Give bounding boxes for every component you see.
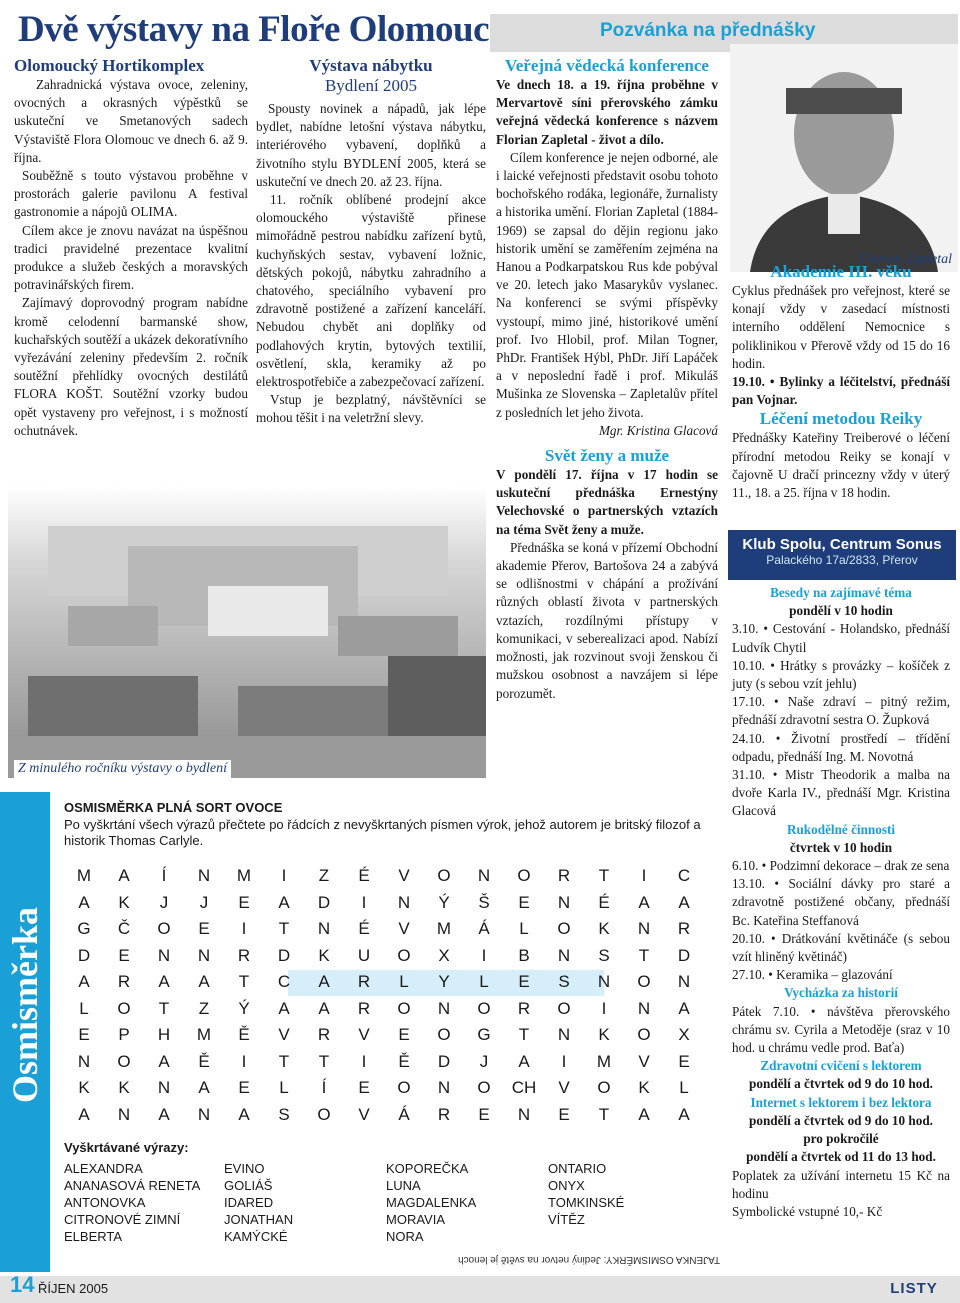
grid-letter: I [641,866,647,885]
address-line-2: Wolkerova 17, 771 11 Olomouc, tel.: 585 726 111, info@flora-ol.cz [46,477,452,493]
portrait-photo [730,44,958,272]
konference-title: Veřejná vědecká konference [505,56,709,75]
beseda-1: 3.10. • Cestování - Holandsko, přednáší Ludvík Chytil [732,621,950,655]
grid-letter: R [677,919,691,938]
konference-sign: Mgr. Kristina Glacová [598,422,718,438]
grid-letter: N [317,919,331,938]
grid-letter: T [238,972,250,991]
internet-poplatek: Poplatek za užívání internetu 15 Kč na hodinu [732,1167,950,1201]
grid-letter: T [278,919,290,938]
grid-letter: A [318,972,330,991]
grid-letter: Š [478,892,490,912]
search-word: ANANASOVÁ RENETA [64,1178,201,1193]
grid-letter: E [238,1078,250,1097]
grid-letter: Í [321,1078,327,1097]
search-word: EVINO [224,1161,265,1176]
osmismerka-intro: Po vyškrtání všech výrazů přečtete po řádcích z nevyškrtaných písmen výrok, jehož autorem je britský filozof a historik Thomas Carlyle. [64,816,701,848]
grid-letter: K [118,892,130,912]
grid-letter: L [519,919,529,938]
akademie-p1: Cyklus přednášek pro veřejnost, které se konají vždy v zasedací místnosti interního oddělení Nemocnice s poliklinikou v Přerově vždy od 15 do 16 hodin. [732,283,950,371]
search-word: TOMKINSKÉ [548,1195,625,1210]
grid-letter: O [157,919,171,938]
grid-letter: V [358,1025,370,1044]
grid-letter: E [238,892,250,912]
grid-letter: N [477,866,491,885]
grid-letter: B [518,945,530,965]
bydleni-title-2: Bydlení 2005 [324,76,418,95]
grid-letter: V [558,1078,570,1097]
rukodelne-4: 27.10. • Keramika – glazování [732,967,893,983]
svet-zeny-p2: Přednáška se koná v přízemí Obchodní akademie Přerov, Bartošova 24 a zabývá se odlišnostmi v chápání a prožívání různých oblastí života v partnerských vztazích, rozdílnými přístupy v komunikaci, v seberealizaci apod. Nabízí možnosti, jak rozvinout svoji ženskou či mužskou osobnost a navzájem si lépe porozumět. [496,539,718,701]
grid-letter: I [281,866,287,885]
vychazka-title: Vycházka za historií [784,985,898,1001]
article-bydleni [256,56,486,428]
grid-letter: I [361,1051,367,1071]
grid-letter: M [236,866,252,885]
grid-letter: A [278,892,290,912]
grid-letter: R [357,998,371,1018]
grid-letter: R [557,866,571,885]
grid-letter: G [77,919,91,938]
zdravotni-when: pondělí a čtvrtek od 9 do 10 hod. [749,1076,933,1092]
grid-letter: I [361,892,367,912]
grid-letter: O [397,1078,411,1097]
hortikomplex-p2: Souběžně s touto výstavou proběhne v prostorách galerie pavilonu A festival gastronomie a nápojů OLIMA. [14,168,248,220]
grid-letter: N [557,892,571,912]
grid-letter: L [279,1078,289,1097]
words-title: Vyškrtávané výrazy: [64,1140,189,1155]
search-word: ALEXANDRA [64,1161,143,1176]
grid-letter: O [597,1078,611,1097]
grid-letter: D [77,945,91,965]
grid-letter: Ý [238,998,250,1018]
flora-address [14,460,484,494]
grid-letter: O [437,866,451,885]
search-word: VÍTĚZ [548,1212,585,1227]
hortikomplex-p1: Zahradnická výstava ovoce, zeleniny, ovocných a okrasných výpěstků se uskuteční ve Smetanových sadech Výstaviště Flora Olomouc ve dnech 6. až 9. října. [14,77,248,165]
grid-letter: R [117,972,131,991]
exhibition-photo-image [8,486,486,778]
search-word: MAGDALENKA [386,1195,477,1210]
grid-letter: T [598,866,610,885]
besedy-title: Besedy na zajímavé téma [770,585,912,600]
grid-letter: O [397,998,411,1018]
grid-letter: R [357,972,371,991]
konference-p2: Cílem konference je nejen odborné, ale i laické veřejnosti představit osobu tohoto bochořského rodáka, legionáře, žurnalisty a historika umění. Florian Zapletal (1884-1969) se zapsal do dějin regionu jako historik umění se zaměřením zejména na Hanou a Podkarpatskou Rus kde pobýval ve 20. letech jako Masarykův vyslanec. Na konferenci se svými příspěvky vystoupí, mimo jiné, historikové umění prof. Ivo Hlobil, prof. Milan Togner, PhDr. František Hýbl, PhDr. Jiří Lapáček a v neposlední řadě i prof. Mikuláš Mušinka ze Slovenska – Zapletalův přítel z posledních let jeho života. [496,149,718,420]
grid-letter: I [601,998,607,1018]
grid-letter: D [677,945,691,965]
grid-letter: H [157,1025,171,1044]
grid-letter: E [678,1051,690,1071]
grid-letter: Ě [398,1051,410,1071]
rukodelne-title: Rukodělné činnosti [786,821,896,837]
rukodelne-when: čtvrtek v 10 hodin [789,839,893,855]
vychazka-1: Pátek 7.10. • návštěva přerovského chrámu sv. Cyrila a Metoděje (sraz v 10 hod. u chrámu vedle prod. Baťa) [732,1003,950,1056]
listy-logo: LISTY [890,1280,938,1297]
grid-letter: L [399,972,409,991]
grid-letter: O [117,998,131,1018]
bydleni-title-1: Výstava nábytku [309,56,433,75]
grid-letter: N [157,945,171,965]
grid-letter: N [157,1078,171,1097]
search-word: ONYX [548,1178,585,1193]
akademie-p2: 19.10. • Bylinky a léčitelství, přednáší pan Vojnar. [732,374,950,408]
grid-letter: A [678,892,690,912]
grid-letter: T [278,1051,290,1071]
search-word: ANTONOVKA [64,1195,146,1210]
klub-spolu-banner [728,530,956,580]
reiky-title: Léčení metodou Reiky [759,409,923,429]
portrait-image [730,44,958,272]
grid-letter: A [678,1104,690,1124]
grid-letter: Ý [438,892,450,912]
klub-name: Klub Spolu, Centrum Sonus [742,536,942,553]
grid-letter: O [397,945,411,965]
internet-when: pondělí a čtvrtek od 9 do 10 hod. [749,1112,933,1128]
grid-letter: J [159,892,169,912]
search-word: ONTARIO [548,1161,607,1176]
grid-letter: CH [511,1078,537,1097]
column-akademie [732,262,950,502]
grid-letter: N [397,892,411,912]
grid-letter: A [158,972,170,991]
grid-letter: S [278,1104,290,1124]
grid-letter: O [557,998,571,1018]
besedy-when: pondělí v 10 hodin [789,603,893,619]
headline: Dvě výstavy na Floře Olomouc [18,9,490,50]
grid-letter: É [598,892,610,912]
article-hortikomplex [14,56,248,440]
grid-letter: O [317,1104,331,1124]
beseda-5: 31.10. • Mistr Theodorik a malba na dvoře Karla IV., přednáší Mgr. Kristina Glacová [732,767,950,819]
grid-letter: T [158,998,170,1018]
grid-letter: L [79,998,89,1018]
grid-letter: A [78,892,90,912]
grid-letter: Z [318,866,330,885]
grid-letter: D [277,945,291,965]
grid-letter: T [638,945,650,965]
grid-letter: N [597,972,611,991]
grid-letter: E [398,1025,410,1044]
grid-letter: N [557,945,571,965]
grid-letter: Ě [198,1051,210,1071]
words-column-1 [64,1160,200,1245]
grid-letter: N [437,998,451,1018]
grid-letter: A [518,1051,530,1071]
osmismerka-grid [64,864,704,1134]
grid-letter: V [358,1104,370,1124]
grid-letter: Á [478,919,490,938]
bydleni-p1: Spousty novinek a nápadů, jak lépe bydlet, nabídne letošní výstava nábytku, interiérového vybavení, doplňků a životního stylu BYDLENÍ 2005, která se uskuteční ve dnech 20. až 23. října. [256,101,486,189]
portrait-caption: Florian Zapletal [859,252,952,267]
search-word: CITRONOVÉ ZIMNÍ [64,1212,181,1227]
grid-letter: K [318,945,330,965]
page-number: 14 [10,1272,35,1297]
klub-address: Palackého 17a/2833, Přerov [766,553,918,567]
grid-letter: I [561,1051,567,1071]
grid-letter: O [517,866,531,885]
grid-letter: K [638,1078,650,1097]
grid-letter: J [479,1051,489,1071]
grid-letter: L [679,1078,689,1097]
grid-letter: A [318,998,330,1018]
footer-bar [0,1276,960,1303]
grid-letter: N [197,945,211,965]
beseda-4: 24.10. • Životní prostředí – třídění odpadu, přednáší Ing. M. Novotná [732,730,950,764]
beseda-2: 10.10. • Hrátky s provázky – košíček z juty (s sebou vzít jehlu) [732,657,950,692]
grid-letter: S [598,945,610,965]
grid-letter: A [118,866,130,885]
osmismerka-title: OSMISMĚRKA PLNÁ SORT OVOCE [64,800,283,815]
pokrocile-when: pondělí a čtvrtek od 11 do 13 hod. [746,1149,936,1165]
grid-letter: V [638,1051,650,1071]
beseda-3: 17.10. • Naše zdraví – pitný režim, přednáší zdravotní sestra O. Župková [732,694,950,728]
grid-letter: A [198,972,210,991]
photo-caption: Z minulého ročníku výstavy o bydlení [14,760,231,778]
grid-letter: E [358,1078,370,1097]
grid-letter: C [677,866,691,885]
grid-letter: Ě [238,1025,250,1044]
grid-letter: P [118,1025,130,1044]
grid-letter: R [517,998,531,1018]
grid-letter: N [197,1104,211,1124]
grid-letter: O [477,998,491,1018]
grid-letter: M [76,866,92,885]
address-line-1: Výstaviště Flora Olomouc, a.s., [152,460,346,476]
words-column-4 [548,1160,624,1228]
grid-letter: E [518,972,530,991]
grid-letter: E [198,919,210,938]
grid-letter: Y [438,972,450,991]
grid-letter: N [637,998,651,1018]
svet-zeny-p1: V pondělí 17. října v 17 hodin se uskuteční přednáška Ernestýny Velechovské o partnerských vztazích na téma Svět ženy a muže. [496,467,718,537]
grid-letter: O [437,1025,451,1044]
grid-letter: O [637,1025,651,1044]
grid-letter: I [241,919,247,938]
grid-letter: N [77,1051,91,1071]
article-konference [496,56,718,703]
search-word: JONATHAN [224,1212,294,1227]
grid-letter: G [477,1025,491,1044]
rukodelne-3: 20.10. • Drátkování květináče (s sebou vzít hliněný květináč) [732,930,950,965]
grid-letter: A [78,972,90,991]
pokrocile-title: pro pokročilé [803,1131,879,1147]
grid-letter: X [438,945,450,965]
grid-letter: I [481,945,487,965]
zdravotni-title: Zdravotní cvičení s lektorem [760,1058,922,1074]
search-word: ELBERTA [64,1229,123,1244]
grid-letter: D [437,1051,451,1071]
grid-letter: N [677,972,691,991]
internet-title: Internet s lektorem i bez lektora [750,1094,932,1110]
issue-month: ŘÍJEN 2005 [38,1281,109,1296]
grid-letter: Z [198,998,210,1018]
grid-letter: T [318,1051,330,1071]
grid-letter: E [478,1104,490,1124]
grid-letter: A [158,1104,170,1124]
osmismerka-side-label: Osmisměrka [5,907,45,1103]
hortikomplex-p3: Cílem akce je znovu navázat na úspěšnou tradici pravidelné prezentace kvalitní produkce a služeb českých a moravských potravinářských firem. [14,222,248,293]
grid-letter: N [557,1025,571,1044]
grid-letter: N [197,866,211,885]
grid-letter: É [358,919,370,938]
pozvanka-title: Pozvánka na přednášky [600,20,816,41]
grid-letter: J [199,892,209,912]
search-word: MORAVIA [386,1212,445,1227]
grid-letter: K [78,1078,90,1097]
grid-letter: A [198,1078,210,1097]
words-column-2 [224,1160,293,1245]
grid-letter: A [158,1051,170,1071]
reiky-p1: Přednášky Kateřiny Treiberové o léčení přírodní metodou Reiky se konají v čajovně U dračí princezny vždy v úterý 11., 18. a 25. října v 18 hodin. [732,430,950,501]
exhibition-photo [8,486,486,778]
search-word: LUNA [386,1178,421,1193]
bydleni-p2: 11. ročník oblíbené prodejní akce olomouckého výstaviště přinese mimořádně pestrou nabídku zařízení bytů, kuchyňských sestav, vybavení ložnic, dětských pokojů, nábytku zahradního a chatového, speciálního vybavení pro zdravotně postižené a zařízení kanceláří. Nebudou chybět ani doplňky od podlahových krytin, bytových textilií, osvětlení, skla, keramiky až po elektrospotřebiče a zabezpečovací zařízení. [256,192,486,390]
klub-program [732,584,950,1221]
grid-letter: L [479,972,489,991]
grid-letter: A [238,1104,250,1124]
grid-letter: N [117,1104,131,1124]
grid-letter: C [277,972,291,991]
akademie-title: Akademie III. věku [770,262,912,281]
osmismerka-solution: TAJENKA OSMISMĚRKY: Jediný netvor na světě je lenoch [458,1254,721,1265]
words-column-3 [386,1160,476,1245]
grid-letter: R [317,1025,331,1044]
grid-letter: N [637,919,651,938]
grid-letter: O [557,919,571,938]
rukodelne-2: 13.10. • Sociální dávky pro staré a zdravotně postižené občany, přednáší Bc. Kateřina Steffanová [732,876,950,928]
search-word: KAMÝCKÉ [224,1229,288,1244]
grid-letter: E [518,892,530,912]
grid-letter: D [317,892,331,912]
grid-letter: Č [117,919,131,938]
grid-letter: É [358,866,370,885]
grid-letter: U [357,945,371,965]
grid-letter: M [436,919,452,938]
search-word: NORA [386,1229,424,1244]
grid-letter: R [437,1104,451,1124]
grid-letter: A [638,892,650,912]
grid-letter: V [278,1025,290,1044]
bydleni-p3: Vstup je bezplatný, návštěvníci se mohou těšit i na veletržní slevy. [256,392,486,426]
grid-letter: O [637,972,651,991]
grid-letter: S [558,972,570,991]
grid-letter: T [598,1104,610,1124]
konference-p1: Ve dnech 18. a 19. října proběhne v Mervartově síni přerovského zámku veřejná vědecká konference s názvem Florian Zapletal - život a dílo. [496,77,718,147]
grid-letter: E [78,1025,90,1044]
grid-letter: K [118,1078,130,1097]
grid-letter: R [237,945,251,965]
grid-letter: V [398,919,410,938]
grid-letter: O [477,1078,491,1097]
vstupne: Symbolické vstupné 10,- Kč [732,1203,883,1219]
grid-letter: E [118,945,130,965]
grid-letter: Á [398,1104,410,1124]
grid-letter: A [78,1104,90,1124]
search-word: GOLIÁŠ [224,1178,273,1193]
grid-letter: A [678,998,690,1018]
grid-letter: K [598,919,610,938]
grid-letter: Í [161,866,167,885]
hortikomplex-title: Olomoucký Hortikomplex [14,56,205,75]
grid-letter: V [398,866,410,885]
grid-letter: M [196,1025,212,1044]
grid-letter: A [638,1104,650,1124]
grid-letter: M [596,1051,612,1071]
grid-letter: O [117,1051,131,1071]
rukodelne-1: 6.10. • Podzimní dekorace – drak ze sena [732,858,950,874]
grid-letter: X [678,1025,690,1044]
grid-letter: A [278,998,290,1018]
hortikomplex-p4: Zajímavý doprovodný program nabídne kromě celodenní barmanské show, kuchařských soutěží a ukázek dekoratívního vyřezávání zeleniny především 2. ročník soutěžní přehlídky ovocných destilátů FLORA KOŠT. Soutěžní vzorky budou opět vystaveny pro veřejnost, i s možností ochutnávek. [14,295,248,438]
grid-letter: N [517,1104,531,1124]
grid-letter: T [518,1025,530,1044]
grid-letter: N [437,1078,451,1097]
grid-letter: K [598,1025,610,1044]
grid-letter: I [241,1051,247,1071]
osmismerka-header [64,800,704,850]
svet-zeny-title: Svět ženy a muže [544,446,670,466]
search-word: KOPOREČKA [386,1161,469,1176]
search-word: IDARED [224,1195,274,1210]
grid-letter: E [558,1104,570,1124]
